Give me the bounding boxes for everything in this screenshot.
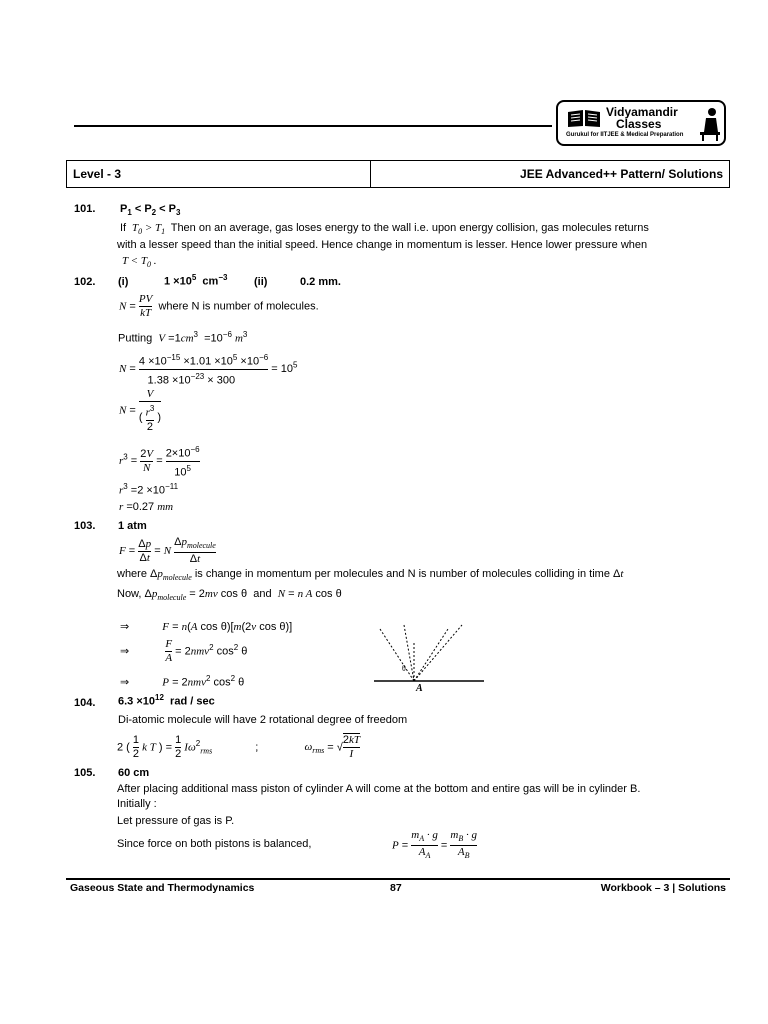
q102-eq-r3-value: $r^3 =2 \times 10^{-11}$: [119, 482, 179, 497]
collision-diagram: [372, 623, 488, 695]
footer-workbook: Workbook – 3 | Solutions: [600, 882, 726, 894]
q102-eq-n: N = $\frac{PV}{kT}$ where N is number of molecules.: [119, 293, 319, 319]
q102-eq-n-r: N = V ( $\frac{r^3}{2}$ ): [119, 388, 162, 433]
q102-putting: Putting $V =1cm^3 =10^{-6}$ $m^3$: [118, 330, 248, 345]
q101-line1-pre: If: [120, 222, 127, 234]
svg-text:A: A: [416, 683, 423, 694]
logo-tagline: Gurukul for IITJEE & Medical Preparation: [566, 132, 684, 138]
q101-line2: with a lesser speed than the initial speed. Hence change in momentum is lesser. Hence lower pressure when: [117, 239, 648, 251]
q105-line4: Since force on both pistons is balanced,: [117, 838, 312, 850]
q103-number: 103.: [74, 520, 96, 532]
q101-answer: $P_1 < P_2 < P_3$: [120, 203, 181, 218]
q104-answer: $6.3 \times 10^{12}$ rad / sec: [118, 693, 215, 708]
pattern-label: JEE Advanced++ Pattern/ Solutions: [520, 167, 723, 181]
level-label: Level - 3: [73, 167, 122, 181]
q101-line3: $T < T_0$ .: [122, 255, 157, 270]
q102-note: where N is number of molecules.: [158, 300, 319, 313]
logo-title: Vidyamandir: [606, 105, 678, 119]
logo-subtitle: Classes: [616, 117, 662, 131]
logo: [556, 100, 726, 146]
q103-step1: ⇒ F = n(A cos θ)[m(2v cos θ)]: [120, 621, 293, 633]
header-table: [66, 160, 730, 188]
q104-number: 104.: [74, 697, 96, 709]
q102-answer1: $1 \times 10^5$ $cm^{-3}$: [164, 273, 228, 288]
q102-eq-r3: $r^3$ = $\frac{2V}{N}$ = $\frac{2\times 10^{-6}}{10^5}$: [119, 445, 200, 479]
q105-line3: Let pressure of gas is P.: [117, 815, 235, 827]
footer-page-number: 87: [390, 882, 402, 894]
q102-eq-r: r =0.27 mm: [119, 501, 174, 513]
q103-eq-f: F = $\frac{\Delta p}{\Delta t}$ = N $\frac{\Delta p_{molecule}}{\Delta t}$: [119, 536, 216, 566]
q104-line1: Di-atomic molecule will have 2 rotational degree of freedom: [118, 714, 408, 726]
q101-line1: If $T_0 > T_1$ Then on an average, gas loses energy to the wall i.e. upon energy collision, gas molecules returns: [120, 222, 649, 237]
q101-line1-post: Then on an average, gas loses energy to the wall i.e. upon energy collision, gas molecules returns: [170, 222, 649, 234]
q105-eq-p: P = $\frac{m_A \cdot g}{A_A}$ = $\frac{m_B \cdot g}{A_B}$: [392, 829, 478, 861]
student-icon: [698, 106, 722, 142]
q103-step3: ⇒ P = 2nmv$^2$ $\cos^2 \theta$: [120, 674, 245, 689]
q103-answer: 1 atm: [118, 520, 147, 532]
svg-text:θ: θ: [402, 664, 406, 673]
q105-number: 105.: [74, 767, 96, 779]
q103-where: where $\Delta p_{molecule}$ is change in momentum per molecules and N is number of molecules colliding in time Δt: [117, 568, 624, 583]
q105-line1: After placing additional mass piston of cylinder A will come at the bottom and entire gas will be in cylinder B.: [117, 783, 641, 795]
q102-number: 102.: [74, 276, 96, 288]
footer-chapter: Gaseous State and Thermodynamics: [70, 882, 255, 894]
q105-answer: 60 cm: [118, 767, 150, 779]
q101-number: 101.: [74, 203, 96, 215]
q103-step2: ⇒ $\frac{F}{A}$ = 2nmv$^2$ $\cos^2 \theta$: [120, 638, 248, 664]
q104-eq-energy: 2 ( $\frac{1}{2}$ k T ) = $\frac{1}{2}$ $I\omega^2_{rms}$ ; $\omega_{rms}$ = √ $\frac{2kT}{I}$: [117, 734, 360, 760]
header-rule: [74, 125, 552, 127]
q102-part1: (i): [118, 276, 129, 288]
footer-rule: [66, 878, 730, 880]
book-icon: [566, 108, 602, 128]
q103-now: Now, $\Delta p_{molecule} = 2mv$ cos θ and N = n A cos θ: [117, 588, 342, 603]
q102-eq-n-value: N = $\frac{4 \times 10^{-15} \times 1.01 \times 10^5 \times 10^{-6}}{1.38 \times 10^{-23} \times 300}$ = $10^5$: [119, 353, 298, 387]
q102-part2: (ii): [254, 276, 268, 288]
q102-answer2: 0.2 mm.: [300, 276, 341, 288]
q105-line2: Initially :: [117, 798, 157, 810]
